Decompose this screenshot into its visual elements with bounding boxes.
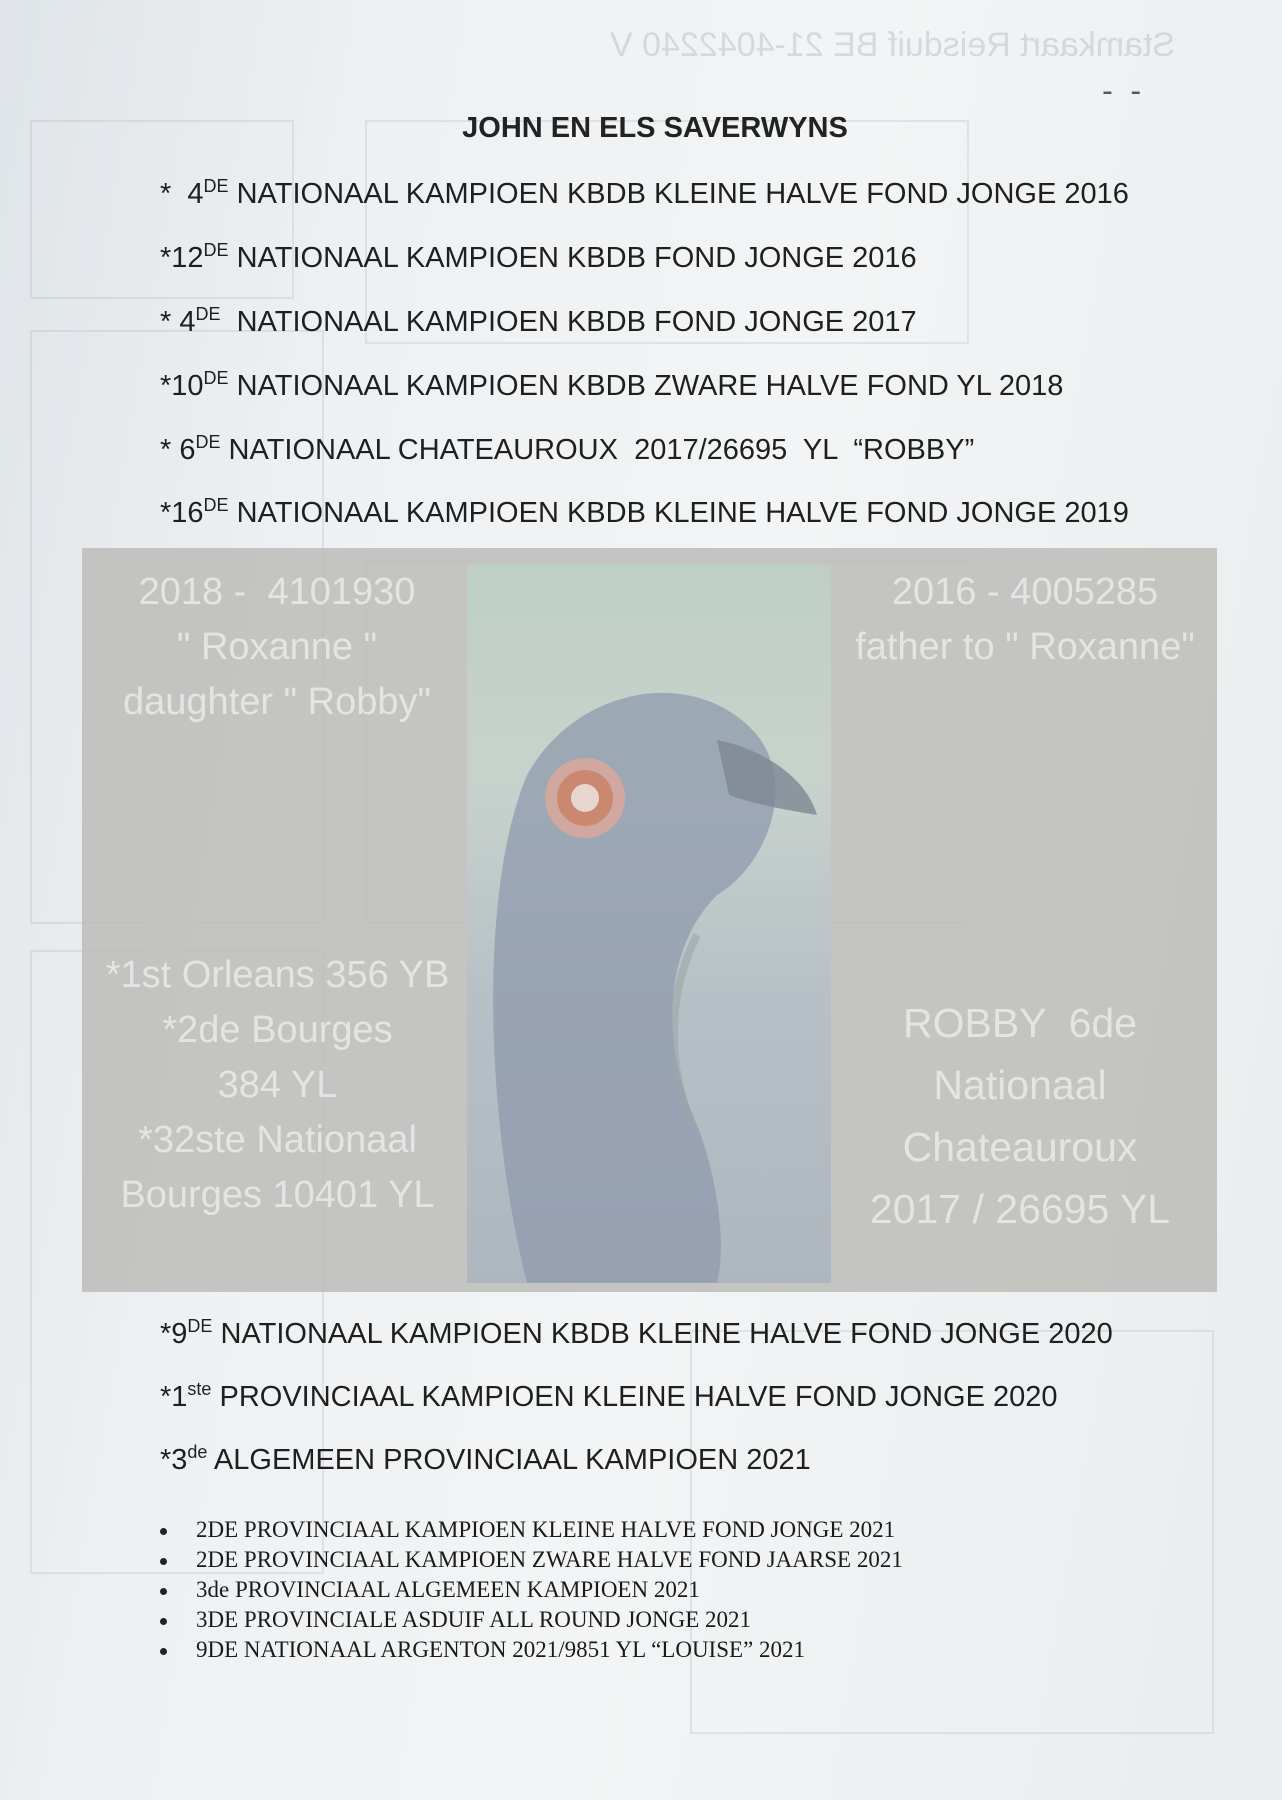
panel-text-results: *1st Orleans 356 YB *2de Bourges 384 YL *32ste Nationaal Bourges 10401 YL xyxy=(105,954,450,1216)
list-item: 9DE NATIONAAL ARGENTON 2021/9851 YL “LOUISE” 2021 xyxy=(160,1635,903,1665)
achievement-bullet-list xyxy=(160,1515,903,1665)
achievement-line: *1ste PROVINCIAAL KAMPIOEN KLEINE HALVE FOND JONGE 2020 xyxy=(160,1379,1058,1413)
achievement-line: *3de ALGEMEEN PROVINCIAAL KAMPIOEN 2021 xyxy=(160,1442,811,1476)
list-item: 3de PROVINCIAAL ALGEMEEN KAMPIOEN 2021 xyxy=(160,1575,903,1605)
reverse-card-title: Stamkaart Reisduif BE 21-4042240 V xyxy=(610,26,1176,64)
page-title: JOHN EN ELS SAVERWYNS xyxy=(462,112,848,144)
corner-marks: - - xyxy=(1102,74,1146,109)
achievement-line: * 4DE NATIONAAL KAMPIOEN KBDB FOND JONGE 2017 xyxy=(160,304,917,338)
achievement-line: *12DE NATIONAAL KAMPIOEN KBDB FOND JONGE 2016 xyxy=(160,240,917,274)
achievement-line: *9DE NATIONAAL KAMPIOEN KBDB KLEINE HALVE FOND JONGE 2020 xyxy=(160,1316,1113,1350)
achievement-line: *10DE NATIONAAL KAMPIOEN KBDB ZWARE HALVE FOND YL 2018 xyxy=(160,368,1064,402)
achievement-line: * 4DE NATIONAAL KAMPIOEN KBDB KLEINE HALVE FOND JONGE 2016 xyxy=(160,176,1129,210)
list-item: 2DE PROVINCIAAL KAMPIOEN ZWARE HALVE FOND JAARSE 2021 xyxy=(160,1545,903,1575)
panel-text-father: 2016 - 4005285 father to " Roxanne" xyxy=(855,571,1195,668)
achievement-line: * 6DE NATIONAAL CHATEAUROUX 2017/26695 YL “ROBBY” xyxy=(160,432,975,466)
panel-text-roxanne: 2018 - 4101930 " Roxanne " daughter " Robby" xyxy=(123,571,431,723)
achievement-line: *16DE NATIONAAL KAMPIOEN KBDB KLEINE HALVE FOND JONGE 2019 xyxy=(160,495,1129,529)
panel-text-robby: ROBBY 6de Nationaal Chateauroux 2017 / 26695 YL xyxy=(869,1000,1171,1232)
pigeon-photo xyxy=(467,565,831,1283)
list-item: 3DE PROVINCIALE ASDUIF ALL ROUND JONGE 2021 xyxy=(160,1605,903,1635)
pigeon-image xyxy=(467,565,831,1283)
list-item: 2DE PROVINCIAAL KAMPIOEN KLEINE HALVE FOND JONGE 2021 xyxy=(160,1515,903,1545)
